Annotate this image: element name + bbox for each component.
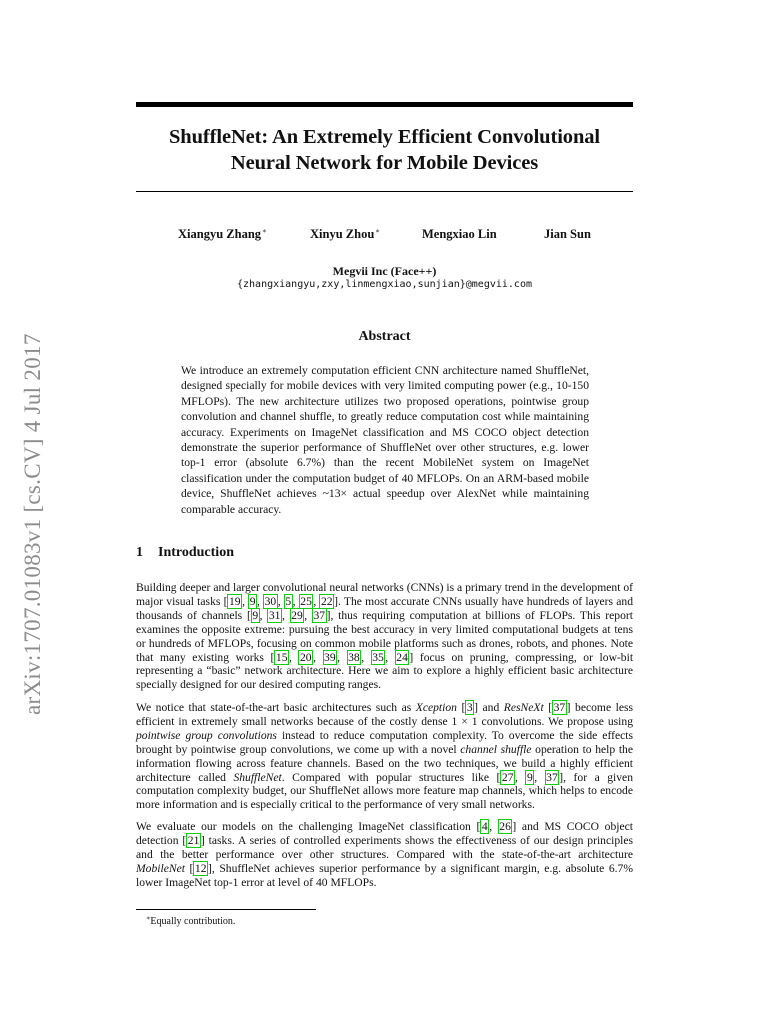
footnote: ∗Equally contribution. bbox=[146, 915, 236, 927]
citation[interactable]: 30 bbox=[264, 594, 277, 608]
citation[interactable]: 29 bbox=[291, 608, 303, 622]
author-emails: {zhangxiangyu,zxy,linmengxiao,sunjian}@megvii.com bbox=[236, 279, 532, 290]
intro-paragraph-1: Building deeper and larger convolutional neural networks (CNNs) is a primary trend in the development of major visual tasks [ 19 , 9 , 30 , 5 , 25 , 22 ]. The most accurate CNNs usually have hundreds of layers and thousands of channels [ 9 , 31 , 29 , 37 ], thus requiring computation at billions of FLOPs. This report examines the opposite extreme: pursuing the best accuracy in very limited computational budgets at tens or hundreds of MFLOPs, focusing on common mobile platforms such as drones, robots, and phones. Note that many existing works [ 15 , 20 , 39 , 38 , 35 , 24 ] focus on pruning, compressing, or low-bit representing a “basic” network architecture. Here we aim to explore a highly efficient basic architecture specially designed for our desired computing ranges. bbox=[136, 581, 634, 692]
citation[interactable]: 31 bbox=[268, 608, 281, 622]
top-rule bbox=[136, 102, 633, 107]
citation[interactable]: 25 bbox=[300, 594, 312, 608]
intro-paragraph-3: We evaluate our models on the challenging ImageNet classification [ 4 , 26 ] and MS COCO object detection [ 21 ] tasks. A series of controlled experiments shows the effectiveness of our design principles and the better performance over other structures. Compared with the state-of-the-art architecture MobileNet [ 12 ], ShuffleNet achieves superior performance by a significant margin, e.g. absolute 6.7% lower ImageNet top-1 error at level of 40 MFLOPs. bbox=[136, 820, 633, 889]
citation[interactable]: 27 bbox=[501, 770, 514, 784]
citation[interactable]: 19 bbox=[228, 594, 241, 608]
intro-paragraph-2: We notice that state-of-the-art basic architectures such as Xception [ 3 ] and ResNeXt [ 37 ] become less efficient in extremely small networks because of the costly dense 1 × 1 convolutions. We propose using pointwise group convolutions instead to reduce computation complexity. To overcome the side effects brought by pointwise group convolutions, we come up with a novel channel shuffle operation to help the information flowing across feature channels. Based on the two techniques, we build a highly efficient architecture called ShuffleNet. Compared with popular structures like [ 27 , 9 , 37 ], for a given computation complexity budget, our ShuffleNet allows more feature map channels, which helps to encode more information and is especially critical to the performance of very small networks. bbox=[136, 701, 634, 812]
arxiv-stamp: arXiv:1707.01083v1 [cs.CV] 4 Jul 2017 bbox=[20, 333, 45, 715]
citation[interactable]: 9 bbox=[526, 770, 533, 784]
citation[interactable]: 37 bbox=[313, 608, 326, 622]
citation[interactable]: 9 bbox=[252, 608, 259, 622]
abstract-heading: Abstract bbox=[358, 329, 411, 344]
citation[interactable]: 21 bbox=[187, 833, 200, 847]
footnote-rule bbox=[136, 909, 316, 910]
author-4: Jian Sun bbox=[544, 227, 591, 241]
citation[interactable]: 39 bbox=[324, 650, 336, 664]
paper-title bbox=[136, 124, 633, 176]
section-heading: 1 Introduction bbox=[136, 545, 234, 560]
author-2: Xinyu Zhou∗ bbox=[310, 227, 381, 241]
abstract-text: We introduce an extremely computation efficient CNN architecture named ShuffleNet, designed specially for mobile devices with very limited computing power (e.g., 10-150 MFLOPs). The new architecture utilizes two proposed operations, pointwise group convolution and channel shuffle, to greatly reduce computation cost while maintaining accuracy. Experiments on ImageNet classification and MS COCO object detection demonstrate the superior performance of ShuffleNet over other structures, e.g. lower top-1 error (absolute 6.7%) than the recent MobileNet system on ImageNet classification under the computation budget of 40 MFLOPs. On an ARM-based mobile device, ShuffleNet achieves ~13× actual speedup over AlexNet while maintaining comparable accuracy. bbox=[181, 364, 589, 516]
citation[interactable]: 37 bbox=[546, 770, 558, 784]
citation[interactable]: 9 bbox=[249, 594, 256, 608]
title-rule bbox=[136, 191, 633, 192]
citation[interactable]: 4 bbox=[481, 820, 488, 833]
citation[interactable]: 35 bbox=[372, 650, 384, 664]
title-line-2: Neural Network for Mobile Devices bbox=[230, 152, 539, 174]
citation[interactable]: 26 bbox=[499, 820, 511, 833]
citation[interactable]: 38 bbox=[348, 650, 360, 664]
author-3: Mengxiao Lin bbox=[422, 227, 497, 241]
title-line-1: ShuffleNet: An Extremely Efficient Convolutional bbox=[169, 126, 600, 148]
affiliation: Megvii Inc (Face++) bbox=[332, 264, 437, 278]
citation[interactable]: 37 bbox=[553, 701, 566, 714]
citation[interactable]: 3 bbox=[466, 701, 473, 714]
citation[interactable]: 20 bbox=[299, 650, 312, 664]
citation[interactable]: 12 bbox=[194, 861, 207, 875]
citation[interactable]: 24 bbox=[396, 650, 408, 664]
citation[interactable]: 22 bbox=[320, 594, 333, 608]
author-1: Xiangyu Zhang∗ bbox=[178, 227, 267, 241]
citation[interactable]: 5 bbox=[285, 594, 292, 608]
citation[interactable]: 15 bbox=[275, 650, 288, 664]
